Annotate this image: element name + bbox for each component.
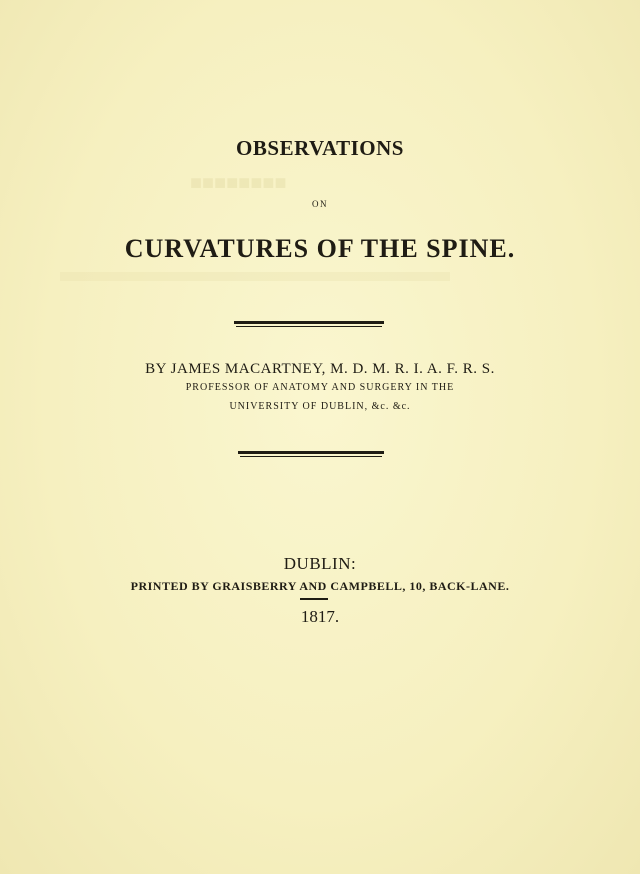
- show-through-subheading: ▬▬▬▬▬▬▬▬▬▬▬▬▬: [60, 255, 450, 288]
- imprint-printer: PRINTED BY GRAISBERRY AND CAMPBELL, 10, BACK-LANE.: [130, 579, 510, 593]
- profession-line-2: UNIVERSITY OF DUBLIN, &c. &c.: [229, 401, 411, 412]
- author-line: BY JAMES MACARTNEY, M. D. M. R. I. A. F. R. S.: [145, 361, 495, 377]
- publication-year: 1817.: [300, 607, 340, 626]
- show-through-heading: ■■■■■■■■: [190, 172, 287, 194]
- book-subtitle: CURVATURES OF THE SPINE.: [124, 234, 516, 263]
- profession-line-1: PROFESSOR OF ANATOMY AND SURGERY IN THE: [185, 382, 455, 393]
- book-title: OBSERVATIONS: [236, 136, 404, 160]
- title-connector: ON: [312, 199, 328, 209]
- imprint-city: DUBLIN:: [283, 554, 357, 573]
